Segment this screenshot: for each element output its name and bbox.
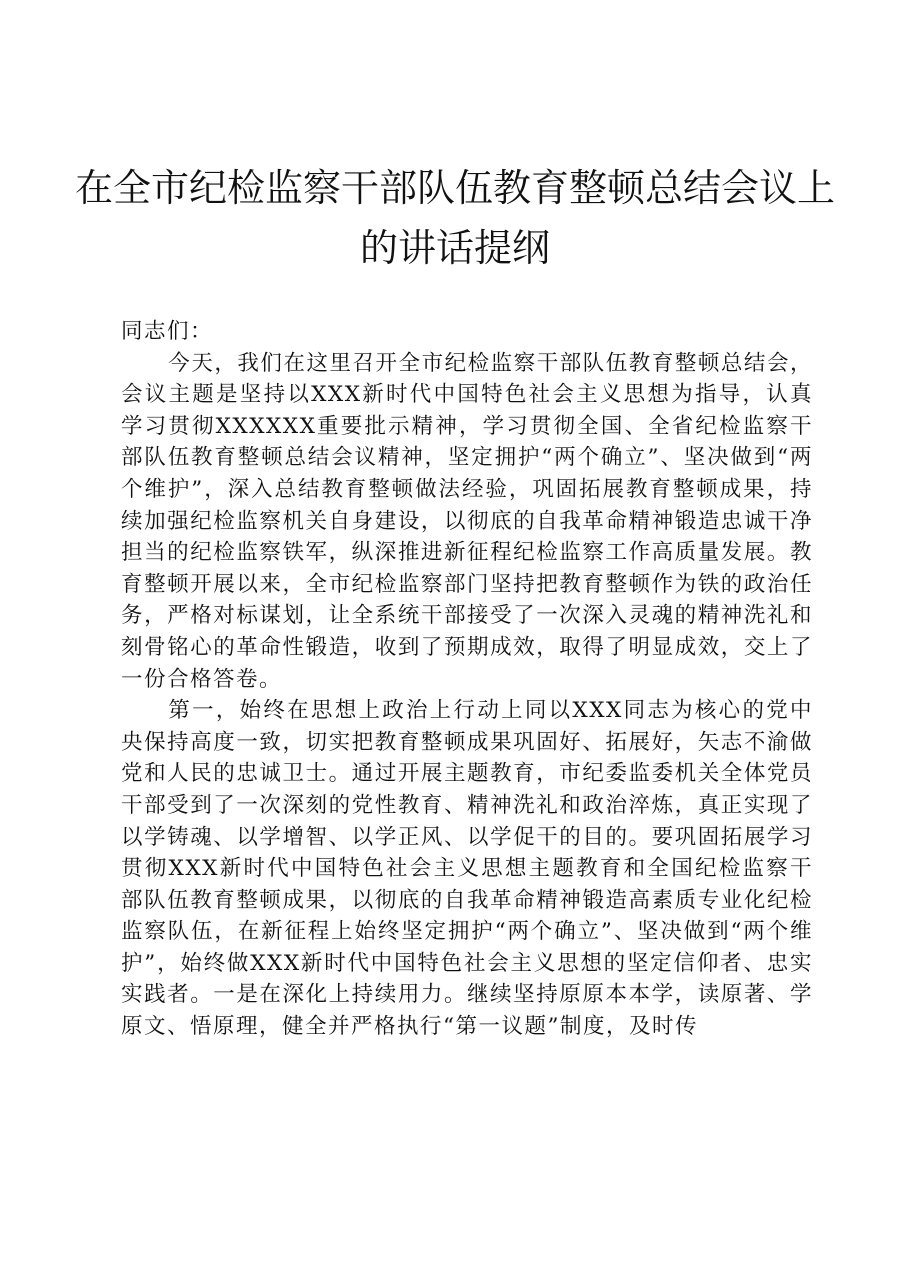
title-line-2: 的讲话提纲 bbox=[359, 226, 550, 270]
document-body bbox=[121, 316, 813, 1043]
salutation: 同志们： bbox=[121, 319, 214, 344]
document-title bbox=[70, 158, 840, 278]
title-line-1: 在全市纪检监察干部队伍教育整顿总结会议上 bbox=[74, 166, 835, 210]
paragraph-first-point: 第一，始终在思想上政治上行动上同以XXX同志为核心的党中央保持高度一致，切实把教育整顿成果巩固好、拓展好，矢志不渝做党和人民的忠诚卫士。通过开展主题教育，市纪委监委机关全体党员干部受到了一次深刻的党性教育、精神洗礼和政治淬炼，真正实现了以学铸魂、以学增智、以学正风、以学促干的目的。要巩固拓展学习贯彻XXX新时代中国特色社会主义思想主题教育和全国纪检监察干部队伍教育整顿成果，以彻底的自我革命精神锻造高素质专业化纪检监察队伍，在新征程上始终坚定拥护“两个确立”、坚决做到“两个维护”，始终做XXX新时代中国特色社会主义思想的坚定信仰者、忠实实践者。一是在深化上持续用力。继续坚持原原本本学，读原著、学原文、悟原理，健全并严格执行“第一议题”制度，及时传 bbox=[121, 698, 813, 1040]
paragraph-intro: 今天，我们在这里召开全市纪检监察干部队伍教育整顿总结会，会议主题是坚持以XXX新时代中国特色社会主义思想为指导，认真学习贯彻XXXXXX重要批示精神，学习贯彻全国、全省纪检监察干部队伍教育整顿总结会议精神，坚定拥护“两个确立”、坚决做到“两个维护”，深入总结教育整顿做法经验，巩固拓展教育整顿成果，持续加强纪检监察机关自身建设，以彻底的自我革命精神锻造忠诚干净担当的纪检监察铁军，纵深推进新征程纪检监察工作高质量发展。教育整顿开展以来，全市纪检监察部门坚持把教育整顿作为铁的政治任务，严格对标谋划，让全系统干部接受了一次深入灵魂的精神洗礼和刻骨铭心的革命性锻造，收到了预期成效，取得了明显成效，交上了一份合格答卷。 bbox=[121, 350, 813, 692]
